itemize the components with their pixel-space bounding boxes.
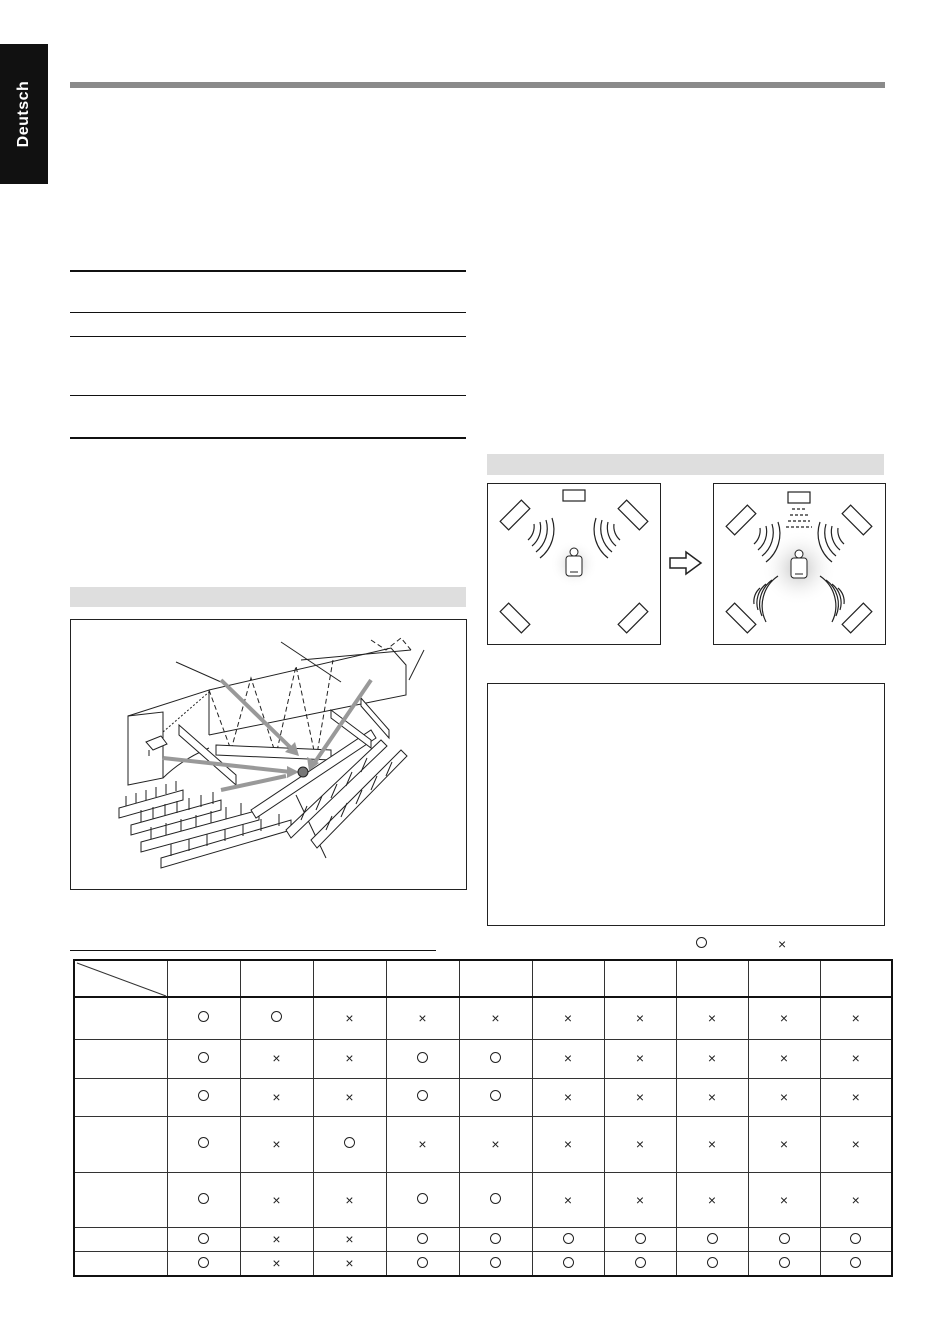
table-cell: [313, 1116, 386, 1172]
piano-icon: [146, 736, 167, 756]
cross-icon: ×: [851, 1050, 860, 1067]
table-cell: [604, 1039, 676, 1078]
circle-icon: [635, 1233, 646, 1244]
column-header: [604, 960, 676, 997]
circle-icon: [344, 1137, 355, 1148]
cross-icon: ×: [345, 1050, 354, 1067]
table-cell: [820, 1116, 892, 1172]
table-cell: [167, 1252, 240, 1276]
cross-icon: ×: [563, 1191, 573, 1208]
table-cell: [459, 1228, 532, 1252]
table-cell: [604, 997, 676, 1039]
rear-right-speaker-icon: [842, 603, 872, 633]
cross-icon: ×: [563, 1050, 573, 1067]
cross-icon: ×: [635, 1009, 645, 1026]
table-row: [74, 1039, 892, 1078]
language-tab[interactable]: [0, 44, 48, 184]
row-label: [74, 1173, 167, 1228]
table-cell: [532, 1252, 604, 1276]
table-cell: [532, 1173, 604, 1228]
table-cell: [167, 997, 240, 1039]
cross-icon: ×: [563, 1088, 573, 1105]
section-bar-left: [70, 587, 466, 607]
circle-icon: [198, 1011, 209, 1022]
circle-icon: [198, 1257, 209, 1268]
cross-icon: ×: [345, 1255, 354, 1272]
table-cell: [676, 1228, 748, 1252]
table-cell: [313, 1173, 386, 1228]
table-cell: [313, 1078, 386, 1116]
row-label: [74, 997, 167, 1039]
table-cell: [748, 1078, 820, 1116]
cross-icon: ×: [851, 1009, 860, 1026]
table-cell: [313, 1228, 386, 1252]
block-rule-1: [70, 270, 466, 272]
circle-icon: [850, 1233, 861, 1244]
table-cell: [313, 1039, 386, 1078]
circle-icon: [198, 1137, 209, 1148]
table-cell: [240, 1039, 313, 1078]
cross-icon: ×: [779, 1088, 789, 1105]
table-cell: [240, 1078, 313, 1116]
column-header: [240, 960, 313, 997]
column-header: [459, 960, 532, 997]
table-cell: [676, 1173, 748, 1228]
table-cell: [240, 1228, 313, 1252]
cross-icon: ×: [491, 1135, 500, 1152]
table-cell: [386, 1228, 459, 1252]
cross-icon: ×: [563, 1009, 573, 1026]
cross-icon: ×: [418, 1135, 427, 1152]
table-cell: [240, 1116, 313, 1172]
cross-icon: ×: [345, 1231, 354, 1248]
table-cell: [820, 1252, 892, 1276]
center-speaker-icon: [563, 490, 585, 501]
cross-icon: ×: [418, 1009, 427, 1026]
circle-icon: [779, 1233, 790, 1244]
row-label: [74, 1078, 167, 1116]
table-cell: [676, 1252, 748, 1276]
legend-unsupported: [778, 937, 786, 951]
table-cell: [240, 997, 313, 1039]
cross-icon: ×: [707, 1050, 717, 1067]
table-cell: [167, 1173, 240, 1228]
rear-left-speaker-icon: [500, 603, 530, 633]
front-left-speaker-icon: [726, 505, 756, 535]
note-box: [487, 683, 885, 926]
cross-icon: ×: [272, 1050, 281, 1067]
column-header: [820, 960, 892, 997]
concert-hall-panel: [70, 619, 467, 890]
table-cell: [820, 1173, 892, 1228]
table-cell: [820, 1228, 892, 1252]
cross-icon: ×: [707, 1191, 717, 1208]
center-speaker-icon: [788, 492, 810, 503]
table-cell: [532, 1228, 604, 1252]
cross-icon: ×: [851, 1088, 860, 1105]
table-cell: [676, 1116, 748, 1172]
speaker-diagram-after: [713, 483, 886, 645]
circle-icon: [696, 937, 707, 948]
cross-icon: ×: [851, 1135, 860, 1152]
table-corner-cell: [74, 960, 167, 997]
cross-icon: ×: [779, 1050, 789, 1067]
column-header: [676, 960, 748, 997]
legend-supported: [696, 937, 707, 950]
table-cell: [386, 1252, 459, 1276]
table-cell: [604, 1078, 676, 1116]
table-cell: [459, 1116, 532, 1172]
table-cell: [167, 1078, 240, 1116]
table-cell: [167, 1228, 240, 1252]
cross-icon: ×: [635, 1088, 645, 1105]
circle-icon: [198, 1090, 209, 1101]
language-tab-label: Deutsch: [15, 80, 32, 148]
cross-icon: ×: [345, 1088, 354, 1105]
table-cell: [820, 997, 892, 1039]
circle-icon: [563, 1257, 574, 1268]
cross-icon: ×: [707, 1135, 717, 1152]
table-cell: [748, 1173, 820, 1228]
cross-icon: ×: [272, 1191, 281, 1208]
column-header: [386, 960, 459, 997]
table-cell: [386, 1078, 459, 1116]
table-cell: [748, 1116, 820, 1172]
circle-icon: [417, 1193, 428, 1204]
table-cell: [532, 1116, 604, 1172]
table-cell: [459, 1078, 532, 1116]
concert-hall-illustration: [71, 620, 466, 889]
cross-icon: ×: [707, 1088, 717, 1105]
column-header: [313, 960, 386, 997]
row-label: [74, 1116, 167, 1172]
table-cell: [386, 1173, 459, 1228]
table-cell: [459, 1252, 532, 1276]
row-label: [74, 1039, 167, 1078]
block-rule-4: [70, 395, 466, 396]
circle-icon: [198, 1052, 209, 1063]
cross-icon: ×: [272, 1255, 281, 1272]
cross-icon: ×: [635, 1135, 645, 1152]
table-cell: [820, 1039, 892, 1078]
circle-icon: [490, 1193, 501, 1204]
table-cell: [459, 1039, 532, 1078]
cross-icon: ×: [345, 1009, 354, 1026]
front-right-speaker-icon: [618, 500, 648, 530]
front-right-speaker-icon: [842, 505, 872, 535]
table-row: [74, 1173, 892, 1228]
table-cell: [604, 1173, 676, 1228]
table-cell: [313, 1252, 386, 1276]
row-label: [74, 1228, 167, 1252]
table-cell: [459, 1173, 532, 1228]
circle-icon: [490, 1052, 501, 1063]
table-cell: [820, 1078, 892, 1116]
table-cell: [240, 1173, 313, 1228]
circle-icon: [850, 1257, 861, 1268]
circle-icon: [271, 1011, 282, 1022]
table-cell: [459, 997, 532, 1039]
table-cell: [676, 1039, 748, 1078]
cross-icon: ×: [779, 1009, 789, 1026]
column-header: [532, 960, 604, 997]
table-cell: [748, 1039, 820, 1078]
table-header-row: [74, 960, 892, 997]
table-cell: [676, 997, 748, 1039]
cross-icon: ×: [851, 1191, 860, 1208]
cross-icon: ×: [779, 1135, 789, 1152]
table-row: [74, 997, 892, 1039]
rear-left-speaker-icon: [726, 603, 756, 633]
cross-icon: ×: [491, 1009, 500, 1026]
table-cell: [604, 1252, 676, 1276]
circle-icon: [417, 1090, 428, 1101]
table-title-rule: [70, 950, 436, 951]
cross-icon: ×: [635, 1050, 645, 1067]
compatibility-table: [73, 959, 893, 1277]
cross-icon: ×: [779, 1191, 789, 1208]
block-rule-3: [70, 336, 466, 337]
circle-icon: [417, 1257, 428, 1268]
circle-icon: [490, 1233, 501, 1244]
block-rule-2: [70, 312, 466, 313]
column-header: [167, 960, 240, 997]
column-header: [748, 960, 820, 997]
rear-right-speaker-icon: [618, 603, 648, 633]
table-cell: [532, 1078, 604, 1116]
table-cell: [532, 1039, 604, 1078]
speaker-diagram-before: [487, 483, 661, 645]
table-cell: [604, 1228, 676, 1252]
circle-icon: [490, 1257, 501, 1268]
table-cell: [532, 997, 604, 1039]
cross-icon: ×: [563, 1135, 573, 1152]
row-label: [74, 1252, 167, 1276]
section-bar-right: [487, 454, 884, 475]
circle-icon: [417, 1233, 428, 1244]
circle-icon: [707, 1257, 718, 1268]
table-cell: [313, 997, 386, 1039]
circle-icon: [198, 1193, 209, 1204]
cross-icon: ×: [707, 1009, 717, 1026]
cross-icon: ×: [272, 1135, 281, 1152]
circle-icon: [707, 1233, 718, 1244]
table-cell: [386, 1116, 459, 1172]
cross-icon: ×: [345, 1191, 354, 1208]
circle-icon: [490, 1090, 501, 1101]
cross-icon: ×: [635, 1191, 645, 1208]
circle-icon: [635, 1257, 646, 1268]
circle-icon: [198, 1233, 209, 1244]
table-cell: [676, 1078, 748, 1116]
circle-icon: [779, 1257, 790, 1268]
table-row: [74, 1252, 892, 1276]
table-row: [74, 1116, 892, 1172]
circle-icon: [417, 1052, 428, 1063]
table-row: [74, 1228, 892, 1252]
front-left-speaker-icon: [500, 500, 530, 530]
table-cell: [167, 1116, 240, 1172]
cross-icon: ×: [272, 1231, 281, 1248]
table-cell: [167, 1039, 240, 1078]
table-row: [74, 1078, 892, 1116]
table-cell: [386, 1039, 459, 1078]
table-cell: [748, 1228, 820, 1252]
circle-icon: [563, 1233, 574, 1244]
table-cell: [386, 997, 459, 1039]
cross-icon: ×: [778, 936, 787, 952]
header-rule: [70, 82, 885, 88]
table-cell: [240, 1252, 313, 1276]
cross-icon: ×: [272, 1088, 281, 1105]
table-cell: [748, 1252, 820, 1276]
block-rule-5: [70, 437, 466, 439]
table-cell: [604, 1116, 676, 1172]
table-cell: [748, 997, 820, 1039]
right-arrow-icon: [668, 550, 704, 576]
